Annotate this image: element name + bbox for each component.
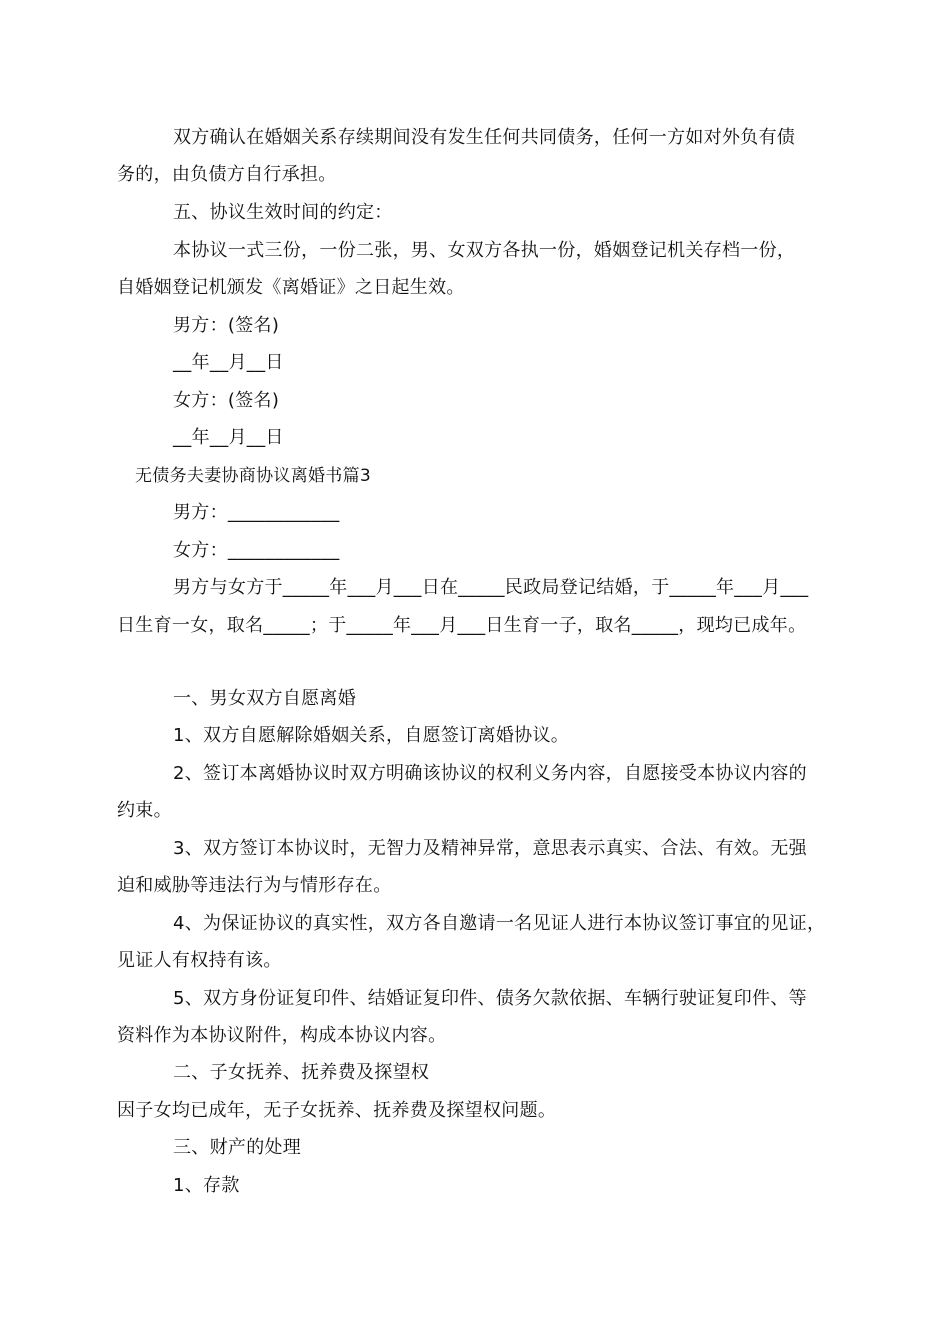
section-heading: 二、子女抚养、抚养费及探望权	[173, 1062, 430, 1083]
female-party-field: 女方：____________	[173, 540, 340, 561]
paragraph-line: 约束。	[117, 800, 172, 821]
list-item: 2、签订本离婚协议时双方明确该协议的权利义务内容，自愿接受本协议内容的	[173, 763, 807, 784]
section-heading: 三、财产的处理	[173, 1137, 302, 1158]
paragraph-line: 男方与女方于_____年___月___日在_____民政局登记结婚，于_____年___月___	[173, 577, 809, 598]
date-line: __年__月__日	[173, 427, 284, 448]
paragraph-line: 日生育一女，取名_____；于_____年___月___日生育一子，取名_____，现均已成年。	[117, 615, 807, 636]
signature-line-male: 男方：(签名)	[173, 315, 280, 336]
paragraph-line: 因子女均已成年，无子女抚养、抚养费及探望权问题。	[117, 1100, 557, 1121]
paragraph-line: 资料作为本协议附件，构成本协议内容。	[117, 1025, 447, 1046]
paragraph-line: 本协议一式三份，一份二张，男、女双方各执一份，婚姻登记机关存档一份，	[173, 240, 796, 261]
list-item: 3、双方签订本协议时，无智力及精神异常，意思表示真实、合法、有效。无强	[173, 838, 807, 859]
section-heading: 五、协议生效时间的约定：	[173, 202, 393, 223]
paragraph-line: 务的，由负债方自行承担。	[117, 164, 337, 185]
list-item: 5、双方身份证复印件、结婚证复印件、债务欠款依据、车辆行驶证复印件、等	[173, 988, 807, 1009]
list-item: 4、为保证协议的真实性，双方各自邀请一名见证人进行本协议签订事宜的见证，	[173, 913, 826, 934]
paragraph-line: 自婚姻登记机颁发《离婚证》之日起生效。	[117, 277, 465, 298]
section-heading: 一、男女双方自愿离婚	[173, 688, 356, 709]
list-item: 1、双方自愿解除婚姻关系，自愿签订离婚协议。	[173, 725, 570, 746]
date-line: __年__月__日	[173, 352, 284, 373]
signature-line-female: 女方：(签名)	[173, 390, 280, 411]
paragraph-line: 双方确认在婚姻关系存续期间没有发生任何共同债务，任何一方如对外负有债	[173, 127, 796, 148]
paragraph-line: 迫和威胁等违法行为与情形存在。	[117, 875, 392, 896]
document-title: 无债务夫妻协商协议离婚书篇3	[135, 466, 372, 486]
paragraph-line: 见证人有权持有该。	[117, 950, 282, 971]
male-party-field: 男方：____________	[173, 502, 340, 523]
list-item: 1、存款	[173, 1175, 240, 1196]
